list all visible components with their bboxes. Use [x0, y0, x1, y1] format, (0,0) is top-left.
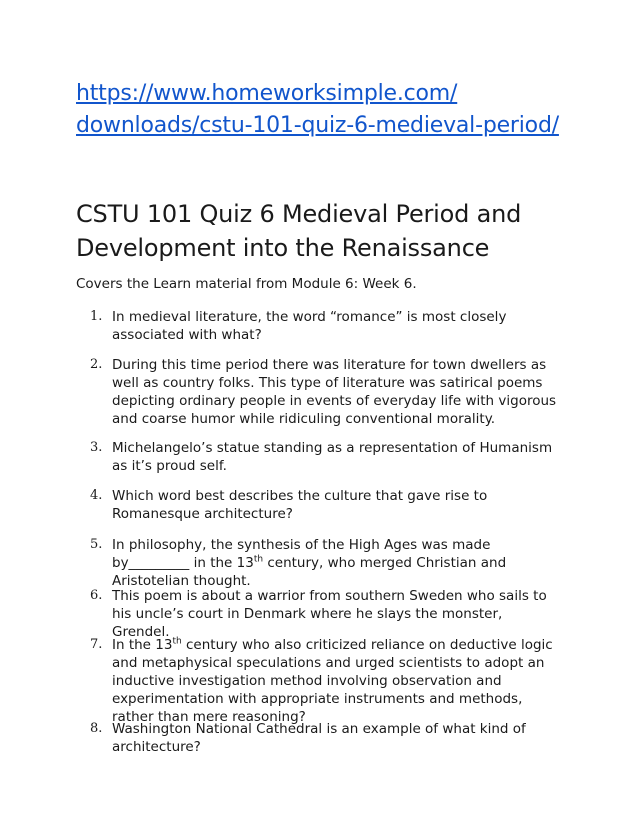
question-text: This poem is about a warrior from southern Sweden who sails to his uncle’s court in Denmark where he slays the monster, Grendel.	[112, 588, 547, 640]
question-number: 3.	[90, 440, 103, 455]
question-text-part: In philosophy, the synthesis of the High Ages was made by_________ in the 13	[112, 537, 491, 571]
question-text: During this time period there was literature for town dwellers as well as country folks. This type of literature was satirical poems depicting ordinary people in events of everyday life with vigorous and coarse humor while ridiculing conventional morality.	[112, 357, 557, 427]
question-number: 1.	[90, 309, 103, 324]
question-text: Which word best describes the culture that gave rise to Romanesque architecture?	[112, 488, 488, 522]
question-text: Washington National Cathedral is an example of what kind of architecture?	[112, 721, 526, 755]
question-text	[112, 636, 564, 726]
ordinal-suffix: th	[253, 554, 264, 565]
question-number: 6.	[90, 588, 103, 603]
question-number: 2.	[90, 357, 103, 372]
download-link-line2[interactable]: downloads/cstu-101-quiz-6-medieval-period/	[76, 113, 559, 138]
question-text-part: In the 13	[112, 637, 173, 653]
question-text-part: century who also criticized reliance on deductive logic and metaphysical speculations and urged scientists to adopt an inductive investigation method involving observation and experimentation with appropriate instruments and methods, rather than mere reasoning?	[112, 637, 553, 725]
question-text: In medieval literature, the word “romance” is most closely associated with what?	[112, 309, 507, 343]
question-number: 7.	[90, 637, 103, 652]
question-text	[112, 536, 564, 590]
question-text: Michelangelo’s statue standing as a representation of Humanism as it’s proud self.	[112, 440, 553, 474]
ordinal-suffix: th	[172, 636, 182, 647]
question-number: 8.	[90, 721, 103, 736]
document-title: CSTU 101 Quiz 6 Medieval Period and Development into the Renaissance	[76, 200, 522, 262]
question-number: 5.	[90, 537, 103, 552]
question-text-part: century, who merged Christian and Aristotelian thought.	[112, 555, 507, 589]
download-link-line1[interactable]: https://www.homeworksimple.com/	[76, 81, 458, 106]
intro-text: Covers the Learn material from Module 6: Week 6.	[76, 276, 417, 292]
question-number: 4.	[90, 488, 103, 503]
